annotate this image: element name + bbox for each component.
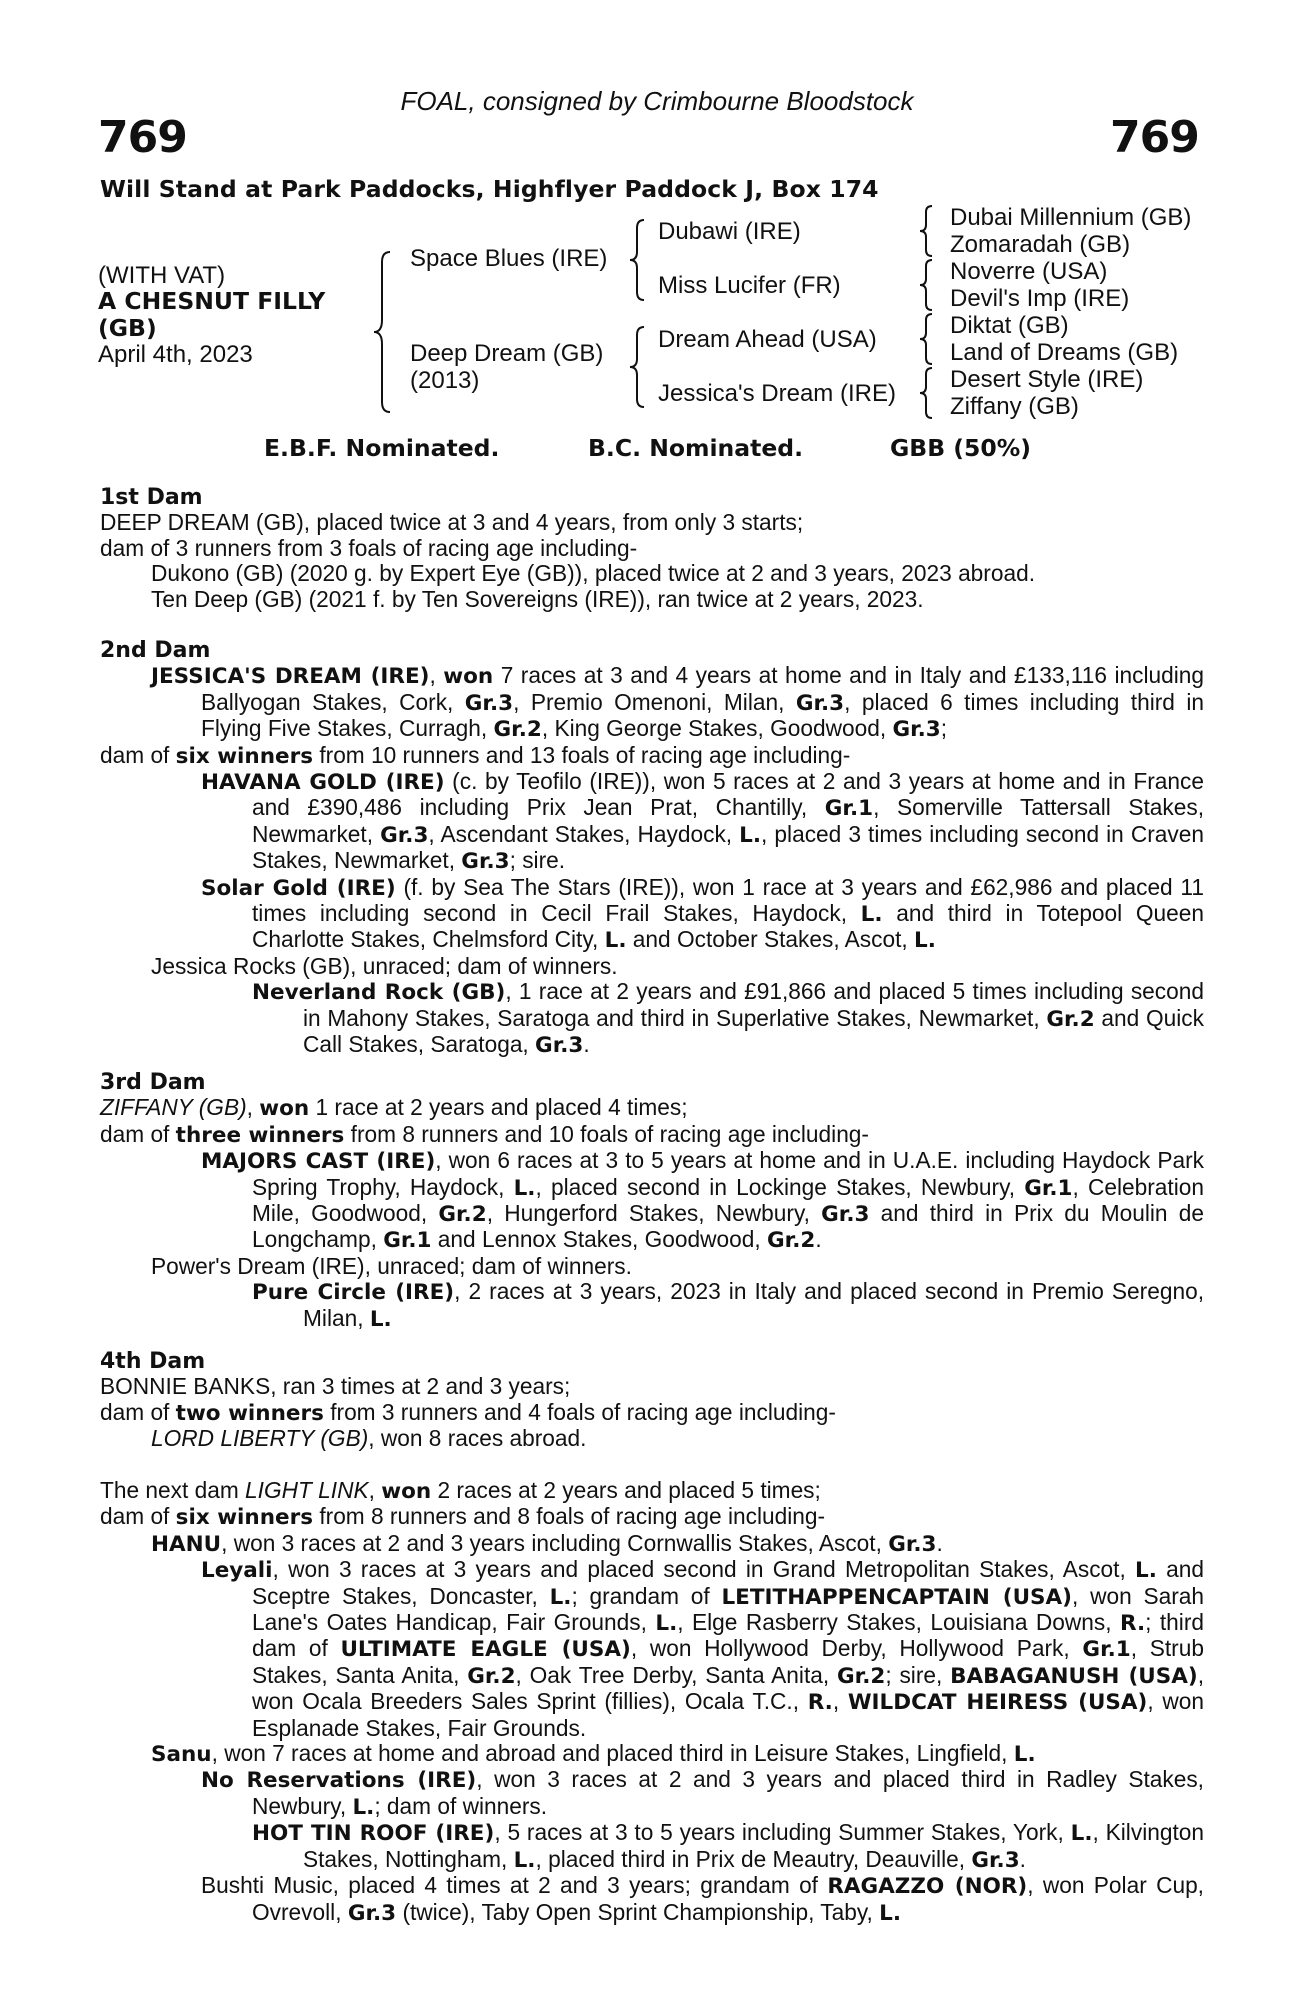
- second-dam-produce-intro: dam of six winners from 10 runners and 13 foals of racing age including-: [100, 741, 851, 769]
- produce-item: HANU, won 3 races at 2 and 3 years including Cornwallis Stakes, Ascot, Gr.3.: [151, 1529, 943, 1557]
- sire-name: Space Blues (IRE): [410, 245, 608, 272]
- ebf-nomination: E.B.F. Nominated.: [264, 434, 500, 462]
- second-dam-section: [100, 638, 1204, 1059]
- produce-item: Sanu, won 7 races at home and abroad and placed third in Leisure Stakes, Lingfield, L.: [151, 1740, 1036, 1768]
- produce-item: HOT TIN ROOF (IRE), 5 races at 3 to 5 years including Summer Stakes, York, L., Kilvington Stakes, Nottingham, L., placed third in Prix de Meautry, Deauville, Gr.3.: [252, 1819, 1205, 1873]
- dam-year: (2013): [410, 367, 480, 394]
- stand-location: Will Stand at Park Paddocks, Highflyer Paddock J, Box 174: [100, 175, 879, 203]
- third-dam-section: [100, 1070, 1204, 1332]
- pedigree-brace-g4: [918, 366, 936, 420]
- first-dam-produce-intro: dam of 3 runners from 3 foals of racing age including-: [100, 534, 638, 561]
- dam-dam: Jessica's Dream (IRE): [658, 380, 896, 407]
- produce-item: HAVANA GOLD (IRE) (c. by Teofilo (IRE)), won 5 races at 2 and 3 years at home and in France and £390,486 including Prix Jean Prat, Chantilly, Gr.1, Somerville Tattersall Stakes, Newmarket, Gr.3, Ascendant Stakes, Haydock, L., placed 3 times including second in Craven Stakes, Newmarket, Gr.3; sire.: [201, 768, 1204, 875]
- fourth-dam-produce-intro: dam of two winners from 3 runners and 4 foals of racing age including-: [100, 1398, 836, 1426]
- bc-nomination: B.C. Nominated.: [588, 434, 804, 462]
- produce-item: No Reservations (IRE), won 3 races at 2 and 3 years and placed third in Radley Stakes, Newbury, L.; dam of winners.: [201, 1766, 1204, 1820]
- second-dam-heading: 2nd Dam: [100, 638, 211, 663]
- fourth-dam-heading: 4th Dam: [100, 1349, 206, 1374]
- lot-number-left: 769: [98, 112, 187, 163]
- ancestor-6: Land of Dreams (GB): [950, 339, 1179, 366]
- dam-name: Deep Dream (GB): [410, 340, 604, 367]
- third-dam-summary: ZIFFANY (GB), won 1 race at 2 years and placed 4 times;: [100, 1094, 688, 1122]
- pedigree-brace-sire: [628, 218, 648, 302]
- horse-name: A CHESNUT FILLY: [98, 287, 326, 315]
- ancestor-1: Dubai Millennium (GB): [950, 204, 1192, 231]
- produce-item: Dukono (GB) (2020 g. by Expert Eye (GB)), placed twice at 2 and 3 years, 2023 abroad.: [151, 560, 1036, 587]
- ancestor-5: Diktat (GB): [950, 312, 1069, 339]
- produce-item: Bushti Music, placed 4 times at 2 and 3 years; grandam of RAGAZZO (NOR), won Polar Cup, Ovrevoll, Gr.3 (twice), Taby Open Sprint Championship, Taby, L.: [201, 1872, 1204, 1926]
- produce-item: Neverland Rock (GB), 1 race at 2 years and £91,866 and placed 5 times including second in Mahony Stakes, Saratoga and third in Superlative Stakes, Newmarket, Gr.2 and Quick Call Stakes, Saratoga, Gr.3.: [252, 978, 1204, 1059]
- fourth-dam-summary: BONNIE BANKS, ran 3 times at 2 and 3 years;: [100, 1373, 571, 1400]
- ancestor-3: Noverre (USA): [950, 258, 1108, 285]
- pedigree-brace-dam: [628, 325, 648, 409]
- produce-item: Jessica Rocks (GB), unraced; dam of winners.: [151, 952, 618, 979]
- ancestor-4: Devil's Imp (IRE): [950, 285, 1130, 312]
- third-dam-heading: 3rd Dam: [100, 1070, 206, 1095]
- produce-item: Power's Dream (IRE), unraced; dam of winners.: [151, 1252, 632, 1279]
- third-dam-produce-intro: dam of three winners from 8 runners and 10 foals of racing age including-: [100, 1120, 869, 1148]
- next-dam-section: [100, 1478, 1204, 1926]
- first-dam-section: [100, 485, 1204, 612]
- sire-sire: Dubawi (IRE): [658, 218, 801, 245]
- first-dam-heading: 1st Dam: [100, 485, 203, 510]
- lot-number-right: 769: [1110, 112, 1199, 163]
- next-dam-produce-intro: dam of six winners from 8 runners and 8 foals of racing age including-: [100, 1503, 826, 1531]
- produce-item: Leyali, won 3 races at 3 years and placed second in Grand Metropolitan Stakes, Ascot, L. and Sceptre Stakes, Doncaster, L.; grandam of LETITHAPPENCAPTAIN (USA), won Sarah Lane's Oates Handicap, Fair Grounds, L., Elge Rasberry Stakes, Louisiana Downs, R.; third dam of ULTIMATE EAGLE (USA), won Hollywood Derby, Hollywood Park, Gr.1, Strub Stakes, Santa Anita, Gr.2, Oak Tree Derby, Santa Anita, Gr.2; sire, BABAGANUSH (USA), won Ocala Breeders Sales Sprint (fillies), Ocala T.C., R., WILDCAT HEIRESS (USA), won Esplanade Stakes, Fair Grounds.: [201, 1556, 1205, 1741]
- pedigree-brace-main: [372, 250, 396, 414]
- second-dam-summary: JESSICA'S DREAM (IRE), won 7 races at 3 and 4 years at home and in Italy and £133,116 including Ballyogan Stakes, Cork, Gr.3, Premio Omenoni, Milan, Gr.3, placed 6 times including third in Flying Five Stakes, Curragh, Gr.2, King George Stakes, Goodwood, Gr.3;: [151, 662, 1204, 743]
- first-dam-line: DEEP DREAM (GB), placed twice at 3 and 4 years, from only 3 starts;: [100, 509, 804, 536]
- dam-sire: Dream Ahead (USA): [658, 326, 877, 353]
- foaling-date: April 4th, 2023: [98, 341, 253, 368]
- pedigree-brace-g2: [918, 258, 936, 312]
- next-dam-summary: The next dam LIGHT LINK, won 2 races at 2 years and placed 5 times;: [100, 1477, 821, 1504]
- pedigree-brace-g3: [918, 312, 936, 366]
- ancestor-8: Ziffany (GB): [950, 393, 1079, 420]
- produce-item: MAJORS CAST (IRE), won 6 races at 3 to 5 years at home and in U.A.E. including Haydock Park Spring Trophy, Haydock, L., placed second in Lockinge Stakes, Newbury, Gr.1, Celebration Mile, Goodwood, Gr.2, Hungerford Stakes, Newbury, Gr.3 and third in Prix du Moulin de Longchamp, Gr.1 and Lennox Stakes, Goodwood, Gr.2.: [201, 1147, 1204, 1254]
- consignment-line: FOAL, consigned by Crimbourne Bloodstock: [400, 86, 914, 116]
- horse-name-country: (GB): [98, 314, 157, 342]
- sire-dam: Miss Lucifer (FR): [658, 272, 841, 299]
- produce-item: Solar Gold (IRE) (f. by Sea The Stars (IRE)), won 1 race at 3 years and £62,986 and placed 11 times including second in Cecil Frail Stakes, Haydock, L. and third in Totepool Queen Charlotte Stakes, Chelmsford City, L. and October Stakes, Ascot, L.: [201, 873, 1204, 954]
- vat-label: (WITH VAT): [98, 262, 226, 289]
- produce-item: Pure Circle (IRE), 2 races at 3 years, 2023 in Italy and placed second in Premio Seregno, Milan, L.: [252, 1278, 1204, 1332]
- produce-item: LORD LIBERTY (GB), won 8 races abroad.: [151, 1425, 587, 1452]
- produce-item: Ten Deep (GB) (2021 f. by Ten Sovereigns (IRE)), ran twice at 2 years, 2023.: [151, 585, 924, 612]
- ancestor-2: Zomaradah (GB): [950, 231, 1131, 258]
- ancestor-7: Desert Style (IRE): [950, 366, 1144, 393]
- pedigree-brace-g1: [918, 204, 936, 258]
- gbb-label: GBB (50%): [890, 434, 1032, 462]
- fourth-dam-section: [100, 1349, 1204, 1452]
